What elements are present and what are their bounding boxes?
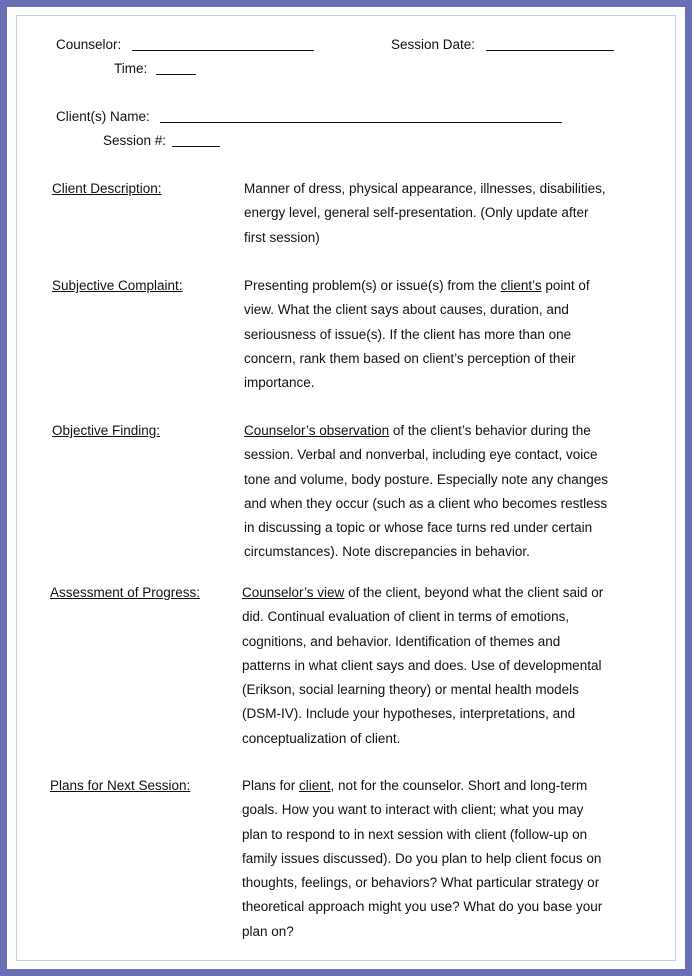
plans-for-next-session-text: [242, 774, 632, 944]
text-line: did. Continual evaluation of client in terms of emotions,: [242, 609, 570, 625]
text-line: plan to respond to in next session with client (follow-up on: [242, 826, 588, 842]
text-line: conceptualization of client.: [242, 730, 401, 746]
text-line: (DSM-IV). Include your hypotheses, interpretations, and: [242, 706, 576, 722]
text-line: concern, rank them based on client’s perception of their: [244, 350, 576, 366]
plans-for-next-session-label: Plans for Next Session:: [50, 778, 191, 793]
text-line: thoughts, feelings, or behaviors? What particular strategy or: [242, 875, 600, 891]
subjective-complaint-label: Subjective Complaint:: [52, 278, 183, 293]
client-description-label: Client Description:: [52, 181, 162, 196]
clients-name-label: Client(s) Name:: [56, 109, 150, 124]
text-line: Presenting problem(s) or issue(s) from the client’s point of: [244, 278, 590, 293]
text-line: Manner of dress, physical appearance, illnesses, disabilities,: [244, 181, 606, 196]
text-line: goals. How you want to interact with client; what you may: [242, 802, 584, 818]
time-label: Time:: [114, 61, 148, 76]
text-line: seriousness of issue(s). If the client has more than one: [244, 326, 572, 342]
counselor-label: Counselor:: [56, 37, 122, 52]
session-date-label: Session Date:: [391, 37, 476, 52]
text-line: Counselor’s observation of the client’s behavior during the: [244, 423, 591, 438]
text-line: circumstances). Note discrepancies in behavior.: [244, 544, 530, 560]
objective-finding-text: [244, 419, 634, 565]
text-line: energy level, general self-presentation. (Only update after: [244, 205, 589, 221]
text-line: (Erikson, social learning theory) or mental health models: [242, 682, 579, 698]
text-line: session. Verbal and nonverbal, including eye contact, voice: [244, 447, 598, 463]
subjective-complaint-text: [244, 274, 634, 395]
text-line: and when they occur (such as a client who becomes restless: [244, 495, 608, 511]
session-number-field[interactable]: [172, 146, 220, 147]
text-line: patterns in what client says and does. Use of developmental: [242, 657, 602, 673]
objective-finding-label: Objective Finding:: [52, 423, 161, 438]
session-number-label: Session #:: [103, 133, 167, 148]
client-description-text: [244, 177, 634, 250]
text-line: tone and volume, body posture. Especially note any changes: [244, 471, 608, 487]
text-line: Plans for client, not for the counselor. Short and long-term: [242, 778, 588, 793]
text-line: first session): [244, 229, 320, 245]
session-date-field[interactable]: [486, 50, 614, 51]
assessment-of-progress-label: Assessment of Progress:: [50, 585, 201, 600]
text-line: plan on?: [242, 923, 294, 939]
text-line: view. What the client says about causes, duration, and: [244, 302, 569, 318]
clients-name-field[interactable]: [160, 122, 562, 123]
text-line: Counselor’s view of the client, beyond what the client said or: [242, 585, 604, 600]
text-line: family issues discussed). Do you plan to help client focus on: [242, 850, 602, 866]
time-field[interactable]: [156, 74, 196, 75]
counselor-field[interactable]: [132, 50, 314, 51]
assessment-of-progress-text: [242, 581, 632, 751]
text-line: cognitions, and behavior. Identification of themes and: [242, 633, 561, 649]
text-line: importance.: [244, 375, 315, 391]
text-line: in discussing a topic or whose face turns red under certain: [244, 520, 593, 536]
text-line: theoretical approach might you use? What do you base your: [242, 899, 603, 915]
